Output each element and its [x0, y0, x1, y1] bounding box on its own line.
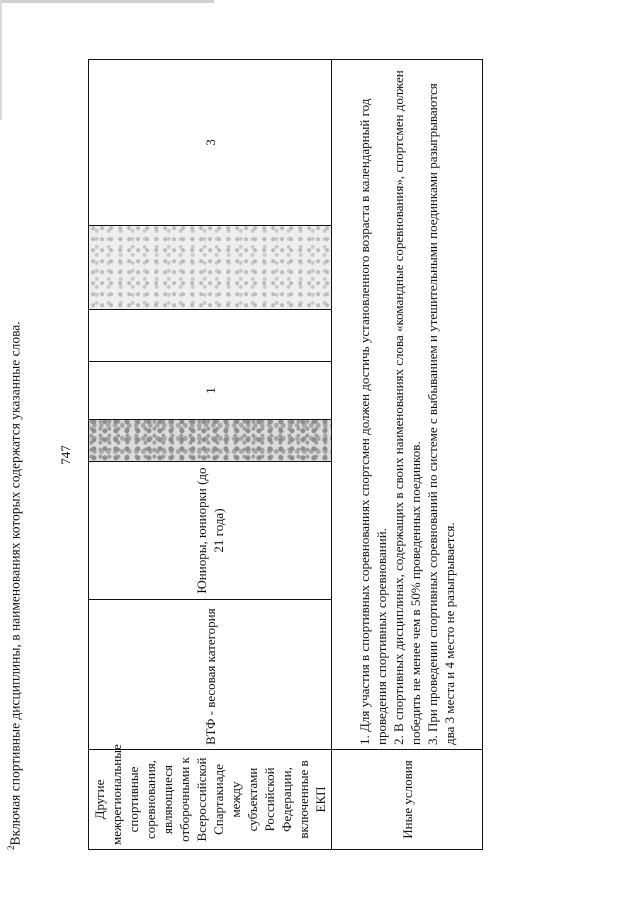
- table-row: [89, 60, 332, 850]
- footnote: [6, 60, 24, 850]
- other-conditions-label: Иные условия: [332, 750, 483, 850]
- value-cell-1: 1: [89, 362, 332, 420]
- condition-3: 3. При проведении спортивных соревнований по системе с выбыванием и утешительными поединками разыгрываются два 3 места и 4 место не разыгрывается.: [425, 83, 457, 745]
- age-group-cell: Юниоры, юниорки (до 21 года): [89, 462, 332, 600]
- blurred-cell-2: [89, 226, 332, 310]
- requirements-table: [88, 59, 483, 850]
- value-cell-2: 3: [89, 60, 332, 226]
- blurred-cell: [89, 420, 332, 462]
- scan-edge-left: [0, 0, 2, 120]
- footnote-text: Включая спортивные дисциплины, в наименованиях которых содержатся указанные слова.: [7, 321, 23, 846]
- condition-1: 1. Для участия в спортивных соревнованиях спортсмен должен достичь установленного возраста в календарный год проведения спортивных соревнований.: [357, 98, 389, 745]
- event-type-cell: Другие межрегиональные спортивные соревнования, являющиеся отборочными к Всероссийской Спартакиаде между субъектами Российской Федерации, включенные в ЕКП: [89, 750, 332, 850]
- category-cell: ВТФ - весовая категория: [89, 600, 332, 750]
- other-conditions-cell: [332, 60, 483, 750]
- footnote-marker: 2: [6, 845, 16, 850]
- rotated-page: [6, 60, 457, 850]
- empty-cell: [89, 310, 332, 362]
- condition-2: 2. В спортивных дисциплинах, содержащих в своих наименованиях слова «командные соревнования», спортсмен должен победить не менее чем в 50% проведенных поединков.: [391, 70, 423, 745]
- scan-edge-top: [0, 0, 214, 3]
- page-number: 747: [58, 445, 73, 465]
- table-row: [332, 60, 483, 850]
